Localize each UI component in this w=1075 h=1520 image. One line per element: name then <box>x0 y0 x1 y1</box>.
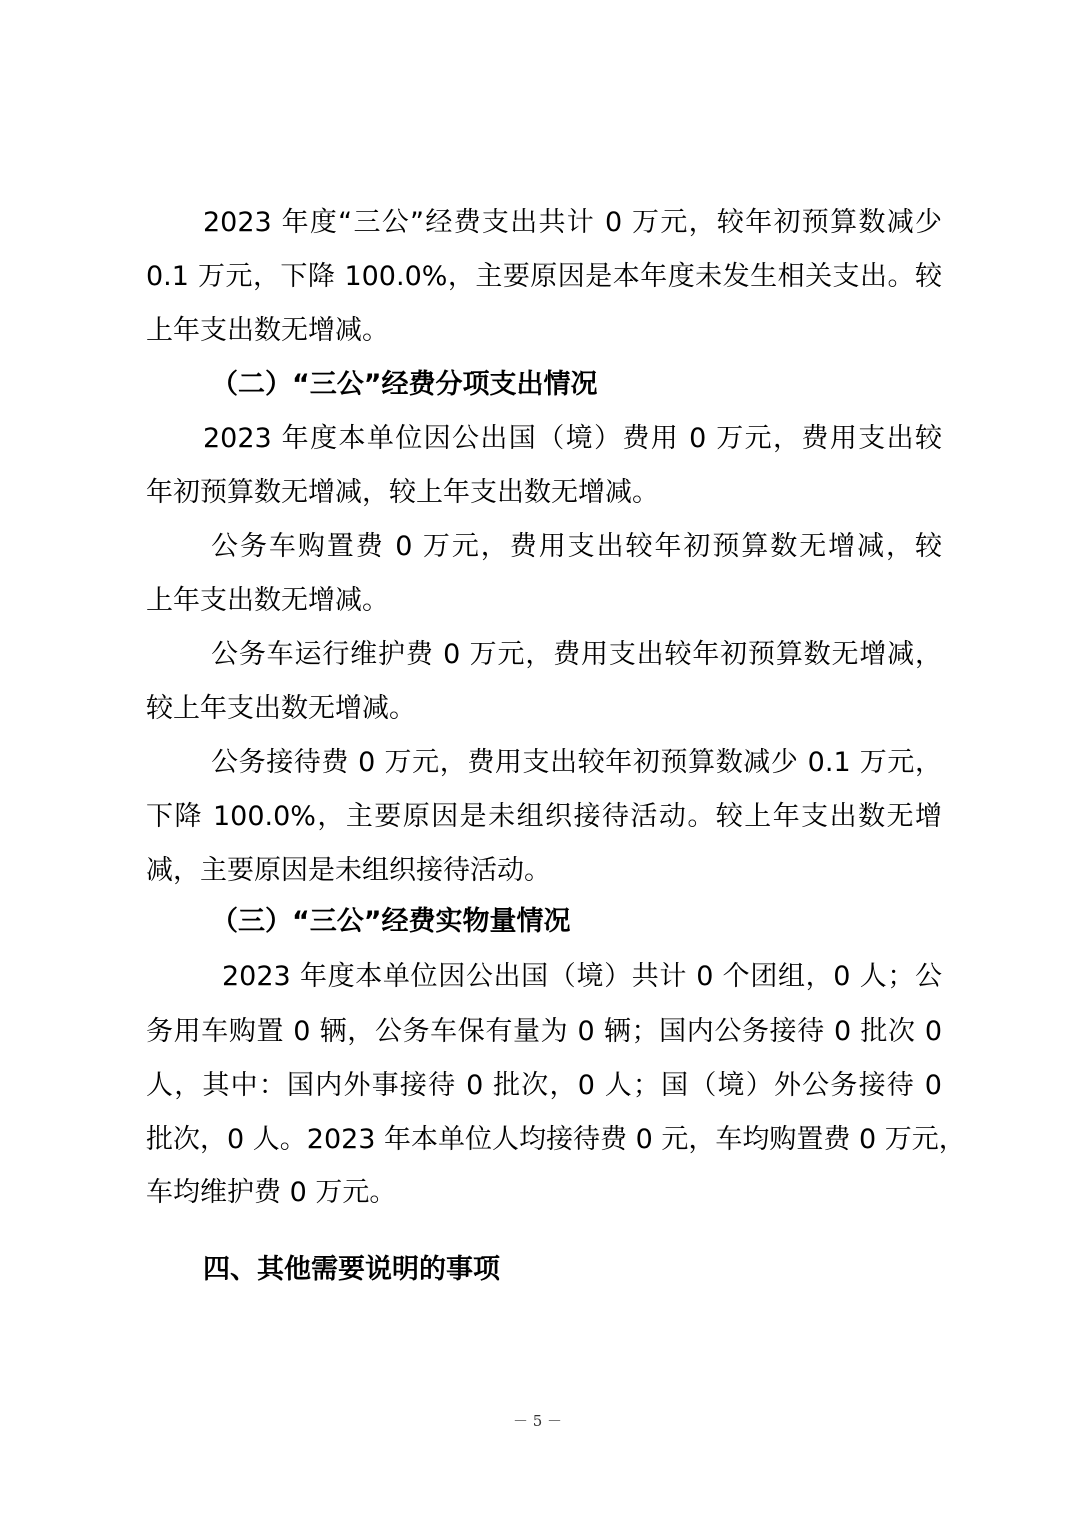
paragraph-6-line-1: 2023 年度本单位因公出国（境）共计 0 个团组，0 人；公 <box>222 961 942 992</box>
paragraph-3-line-2: 上年支出数无增减。 <box>146 585 389 616</box>
page-number: － 5 － <box>512 1412 563 1430</box>
section-heading-2: （二）“三公”经费分项支出情况 <box>211 369 598 400</box>
paragraph-3-line-1: 公务车购置费 0 万元，费用支出较年初预算数无增减，较 <box>211 531 942 562</box>
paragraph-5-line-2: 下降 100.0%，主要原因是未组织接待活动。较上年支出数无增 <box>146 801 942 832</box>
paragraph-2-line-1: 2023 年度本单位因公出国（境）费用 0 万元，费用支出较 <box>203 423 942 454</box>
paragraph-6-line-4: 批次，0 人。2023 年本单位人均接待费 0 元，车均购置费 0 万元， <box>146 1124 966 1155</box>
paragraph-4-line-1: 公务车运行维护费 0 万元，费用支出较年初预算数无增减， <box>211 639 942 670</box>
paragraph-6-line-2: 务用车购置 0 辆，公务车保有量为 0 辆；国内公务接待 0 批次 0 <box>146 1016 942 1047</box>
section-heading-3: （三）“三公”经费实物量情况 <box>211 906 571 937</box>
paragraph-2-line-2: 年初预算数无增减，较上年支出数无增减。 <box>146 477 659 508</box>
paragraph-1-line-2: 0.1 万元，下降 100.0%，主要原因是本年度未发生相关支出。较 <box>146 261 942 292</box>
paragraph-4-line-2: 较上年支出数无增减。 <box>146 693 416 724</box>
paragraph-5-line-3: 减，主要原因是未组织接待活动。 <box>146 855 551 886</box>
paragraph-1-line-1: 2023 年度“三公”经费支出共计 0 万元，较年初预算数减少 <box>203 207 942 238</box>
section-heading-4: 四、其他需要说明的事项 <box>203 1254 500 1285</box>
paragraph-6-line-5: 车均维护费 0 万元。 <box>146 1177 397 1208</box>
paragraph-5-line-1: 公务接待费 0 万元，费用支出较年初预算数减少 0.1 万元， <box>211 747 942 778</box>
paragraph-1-line-3: 上年支出数无增减。 <box>146 315 389 346</box>
paragraph-6-line-3: 人，其中：国内外事接待 0 批次，0 人；国（境）外公务接待 0 <box>146 1070 942 1101</box>
